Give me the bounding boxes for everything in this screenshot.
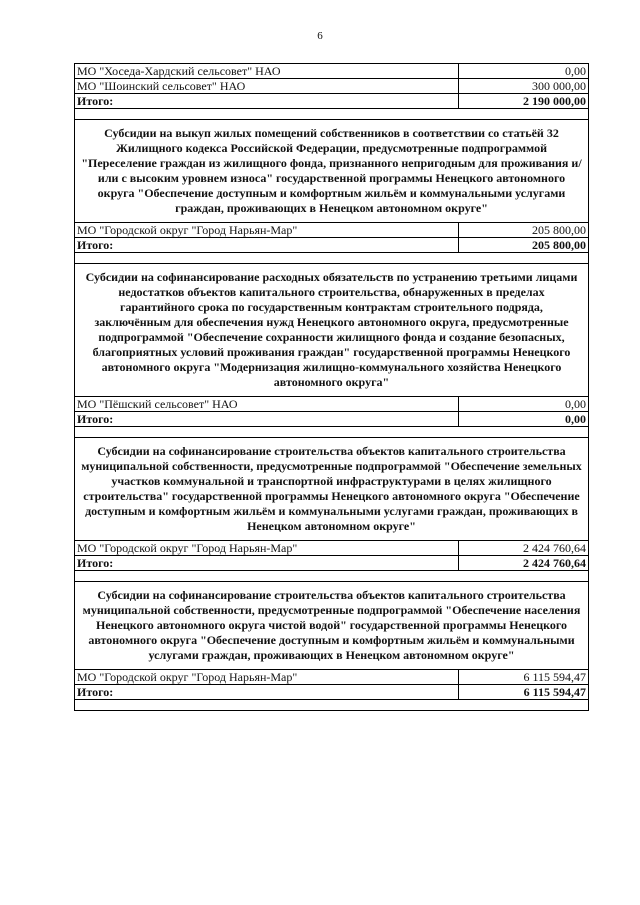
subsidy-table: [74, 63, 589, 711]
municipality-name: МО "Городской округ "Город Нарьян-Мар": [75, 541, 459, 556]
section-title: Субсидии на софинансирование строительства объектов капитального строительства муниципальной собственности, предусмотренные подпрограммой "Обеспечение населения Ненецкого автономного округа чистой водой" государственной программы Ненецкого автономного округа "Обеспечение доступным и комфортным жильём и коммунальными услугами граждан, проживающих в Ненецком автономном округе": [75, 582, 589, 670]
section-title: Субсидии на софинансирование строительства объектов капитального строительства муниципальной собственности, предусмотренные подпрограммой "Обеспечение земельных участков коммунальной и транспортной инфраструктурами в целях жилищного строительства" государственной программы Ненецкого автономного округа "Обеспечение доступным и комфортным жильём и коммунальными услугами граждан, проживающих в Ненецком автономном округе": [75, 438, 589, 541]
municipality-name: МО "Пёшский сельсовет" НАО: [75, 397, 459, 412]
spacer-row: [75, 427, 589, 438]
municipality-name: МО "Городской округ "Город Нарьян-Мар": [75, 670, 459, 685]
municipality-name: МО "Шоинский сельсовет" НАО: [75, 79, 459, 94]
total-amount: 205 800,00: [459, 238, 589, 253]
section-title: Субсидии на выкуп жилых помещений собственников в соответствии со статьёй 32 Жилищного кодекса Российской Федерации, предусмотренные подпрограммой "Переселение граждан из жилищного фонда, признанного непригодным для проживания и/или с высоким уровнем износа" государственной программы Ненецкого автономного округа "Обеспечение доступным и комфортным жильём и коммунальными услугами граждан, проживающих в Ненецком автономном округе": [75, 120, 589, 223]
amount: 0,00: [459, 397, 589, 412]
total-row: [75, 412, 589, 427]
total-amount: 0,00: [459, 412, 589, 427]
table-row: [75, 397, 589, 412]
amount: 205 800,00: [459, 223, 589, 238]
section-title-row: [75, 264, 589, 397]
total-row: [75, 94, 589, 109]
spacer-row: [75, 109, 589, 120]
total-row: [75, 556, 589, 571]
page-number: 6: [317, 30, 323, 42]
table-row: [75, 670, 589, 685]
section-title-row: [75, 582, 589, 670]
table-row: [75, 79, 589, 94]
total-amount: 6 115 594,47: [459, 685, 589, 700]
amount: 6 115 594,47: [459, 670, 589, 685]
total-row: [75, 685, 589, 700]
table-row: [75, 64, 589, 79]
municipality-name: МО "Хоседа-Хардский сельсовет" НАО: [75, 64, 459, 79]
spacer-row: [75, 700, 589, 711]
section-title-row: [75, 120, 589, 223]
total-row: [75, 238, 589, 253]
section-title: Субсидии на софинансирование расходных обязательств по устранению третьими лицами недостатков объектов капитального строительства, обнаруженных в пределах гарантийного срока по государственным контрактам строительного подряда, заключённым для обеспечения нужд Ненецкого автономного округа, предусмотренные подпрограммой "Обеспечение сохранности жилищного фонда и создание безопасных, благоприятных условий проживания граждан" государственной программы Ненецкого автономного округа "Модернизация жилищно-коммунального хозяйства Ненецкого автономного округа": [75, 264, 589, 397]
total-label: Итого:: [75, 94, 459, 109]
spacer-row: [75, 253, 589, 264]
total-amount: 2 424 760,64: [459, 556, 589, 571]
table-row: [75, 541, 589, 556]
spacer-row: [75, 571, 589, 582]
amount: 0,00: [459, 64, 589, 79]
total-label: Итого:: [75, 238, 459, 253]
table-row: [75, 223, 589, 238]
section-title-row: [75, 438, 589, 541]
amount: 300 000,00: [459, 79, 589, 94]
total-amount: 2 190 000,00: [459, 94, 589, 109]
amount: 2 424 760,64: [459, 541, 589, 556]
total-label: Итого:: [75, 685, 459, 700]
municipality-name: МО "Городской округ "Город Нарьян-Мар": [75, 223, 459, 238]
total-label: Итого:: [75, 556, 459, 571]
total-label: Итого:: [75, 412, 459, 427]
